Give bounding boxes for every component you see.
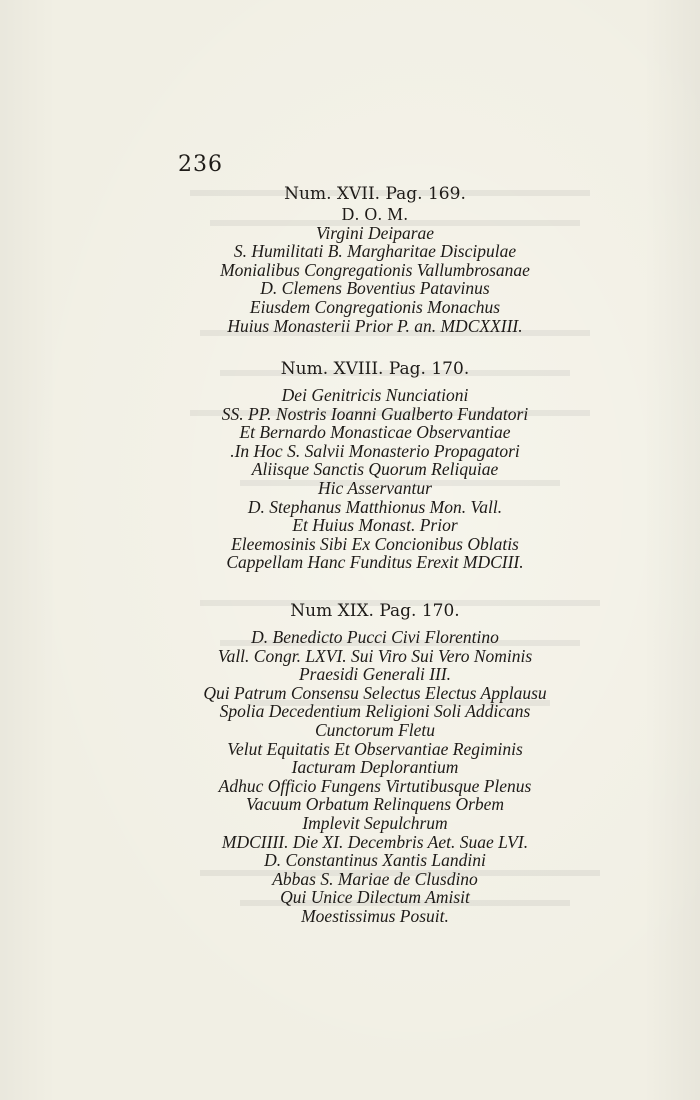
inscription-line: D. Constantinus Xantis Landini [264,850,486,871]
inscription-line: Qui Patrum Consensu Selectus Electus Applausu [203,682,547,703]
inscription-line: Hic Asservantur [318,477,432,498]
inscription-xvii [150,183,600,335]
inscription-xix [150,600,600,926]
inscription-line: Monialibus Congregationis Vallumbrosanae [220,259,530,280]
inscription-line: Huius Monasterii Prior P. an. MDCXXIII. [227,315,523,336]
inscription-line: Implevit Sepulchrum [302,812,448,833]
inscription-line: Moestissimus Posuit. [301,905,449,926]
inscription-line: Abbas S. Mariae de Clusdino [272,868,478,889]
inscription-line: Adhuc Officio Fungens Virtutibusque Plenus [218,775,532,796]
inscription-line: Et Huius Monast. Prior [292,515,458,536]
inscription-line: Et Bernardo Monasticae Observantiae [239,422,511,443]
inscription-line: .In Hoc S. Salvii Monasterio Propagatori [230,440,520,461]
page-number: 236 [178,152,223,177]
inscription-line: Praesidi Generali III. [298,664,452,685]
inscription-line: Cunctorum Fletu [314,719,436,740]
inscription-line: Qui Unice Dilectum Amisit [280,887,470,908]
inscription-line: MDCIIII. Die XI. Decembris Aet. Suae LVI. [221,831,529,852]
inscription-line: Vacuum Orbatum Relinquens Orbem [245,794,505,815]
inscription-line: Iacturam Deplorantium [291,757,459,778]
inscription-line: Virgini Deiparae [315,222,435,243]
inscription-line: S. Humilitati B. Margharitae Discipulae [233,241,517,262]
inscription-line: Dei Genitricis Nunciationi [281,385,469,405]
inscription-line: D. Clemens Boventius Patavinus [260,278,490,299]
inscription-heading: Num XIX. Pag. 170. [290,601,460,621]
inscription-line: Eleemosinis Sibi Ex Concionibus Oblatis [231,533,519,554]
inscription-line: D. Stephanus Matthionus Mon. Vall. [247,496,503,517]
inscription-xviii [150,358,600,572]
inscription-heading: Num. XVIII. Pag. 170. [280,359,470,379]
inscription-line: Vall. Congr. LXVI. Sui Viro Sui Vero Nominis [217,645,533,666]
inscription-line: Aliisque Sanctis Quorum Reliquiae [251,459,499,480]
inscription-heading: Num. XVII. Pag. 169. [284,184,466,204]
inscription-line: D. O. M. [341,204,409,224]
inscription-line: Cappellam Hanc Funditus Erexit MDCIII. [226,552,524,573]
inscription-line: Spolia Decedentium Religioni Soli Addicans [219,701,531,722]
inscription-line: SS. PP. Nostris Ioanni Gualberto Fundatori [221,403,529,424]
inscription-line: Velut Equitatis Et Observantiae Regiminis [227,738,523,759]
inscription-line: Eiusdem Congregationis Monachus [249,296,501,317]
inscription-line: D. Benedicto Pucci Civi Florentino [251,627,499,647]
